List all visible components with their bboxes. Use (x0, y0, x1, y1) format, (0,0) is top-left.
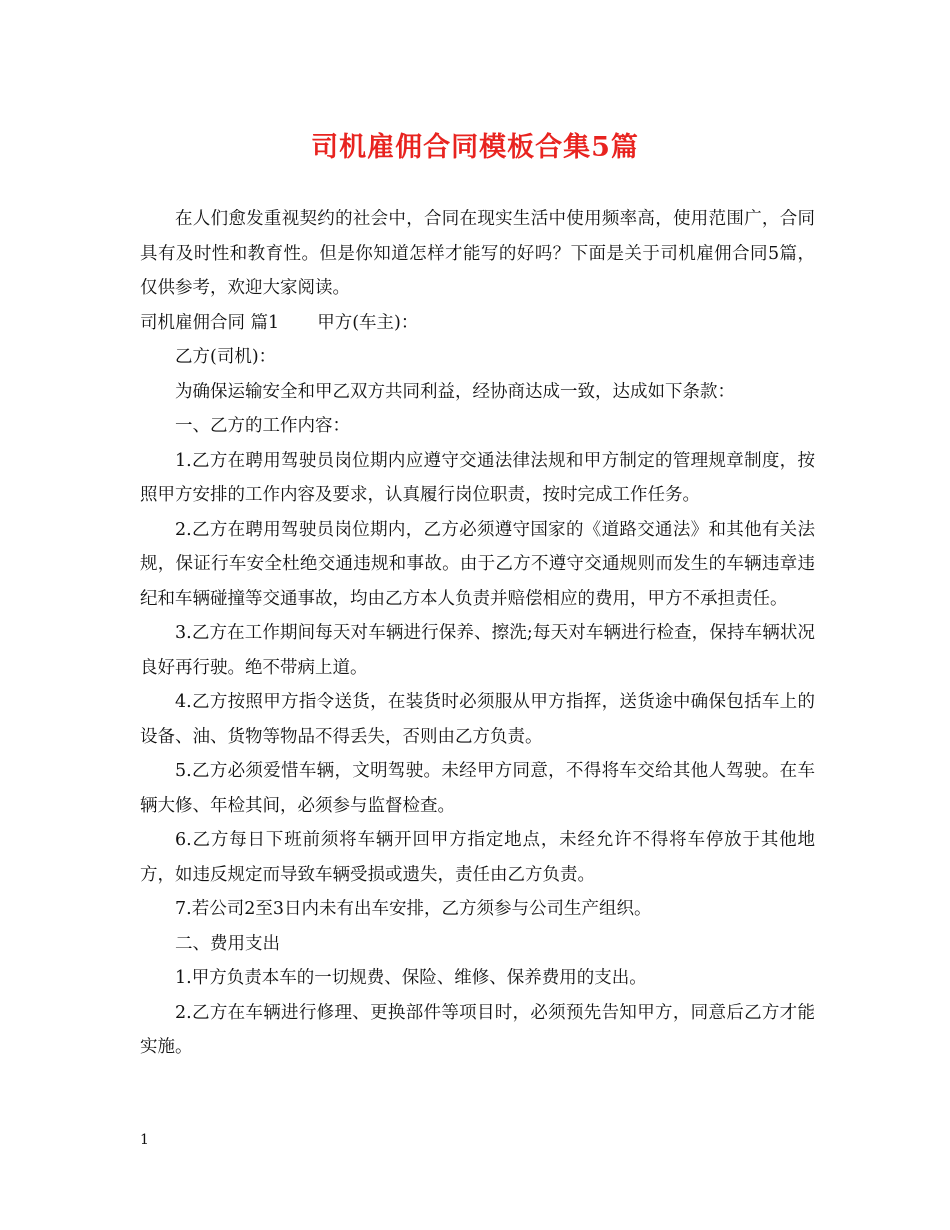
party-b-label: 乙方(司机)： (175, 347, 277, 367)
part1-item-3: 3.乙方在工作期间每天对车辆进行保养、擦洗;每天对车辆进行检查，保持车辆状况良好再行驶。绝不带病上道。 (140, 623, 815, 678)
part2-item-2: 2.乙方在车辆进行修理、更换部件等项目时，必须预先告知甲方，同意后乙方才能实施。 (140, 1002, 815, 1057)
part1-item-4: 4.乙方按照甲方指令送货，在装货时必须服从甲方指挥，送货途中确保包括车上的设备、油、货物等物品不得丢失，否则由乙方负责。 (140, 692, 815, 747)
section-heading-line (140, 306, 815, 341)
page-number: 1 (140, 1132, 149, 1148)
part1-heading: 一、乙方的工作内容： (175, 416, 350, 436)
part1-item-7: 7.若公司2至3日内未有出车安排，乙方须参与公司生产组织。 (175, 899, 652, 919)
part1-item-2: 2.乙方在聘用驾驶员岗位期内，乙方必须遵守国家的《道路交通法》和其他有关法规，保证行车安全杜绝交通违规和事故。由于乙方不遵守交通规则而发生的车辆违章违纪和车辆碰撞等交通事故，均由乙方本人负责并赔偿相应的费用，甲方不承担责任。 (140, 519, 815, 609)
intro-paragraph: 在人们愈发重视契约的社会中，合同在现实生活中使用频率高，使用范围广，合同具有及时性和教育性。但是你知道怎样才能写的好吗？下面是关于司机雇佣合同5篇，仅供参考，欢迎大家阅读。 (140, 209, 815, 298)
part2-item-1: 1.甲方负责本车的一切规费、保险、维修、保养费用的支出。 (175, 968, 647, 988)
section-heading: 司机雇佣合同 篇1 (140, 312, 280, 333)
part1-item-5: 5.乙方必须爱惜车辆，文明驾驶。未经甲方同意，不得将车交给其他人驾驶。在车辆大修、年检其间，必须参与监督检查。 (140, 761, 815, 816)
party-a-label: 甲方(车主)： (317, 312, 419, 333)
preamble: 为确保运输安全和甲乙双方共同利益，经协商达成一致，达成如下条款： (175, 381, 735, 402)
document-title: 司机雇佣合同模板合集5篇 (311, 132, 639, 163)
part1-item-1: 1.乙方在聘用驾驶员岗位期内应遵守交通法律法规和甲方制定的管理规章制度，按照甲方安排的工作内容及要求，认真履行岗位职责，按时完成工作任务。 (140, 450, 815, 505)
part2-heading: 二、费用支出 (175, 933, 280, 954)
part1-item-6: 6.乙方每日下班前须将车辆开回甲方指定地点，未经允许不得将车停放于其他地方，如违反规定而导致车辆受损或遗失，责任由乙方负责。 (140, 830, 815, 885)
document-body (140, 202, 815, 1065)
